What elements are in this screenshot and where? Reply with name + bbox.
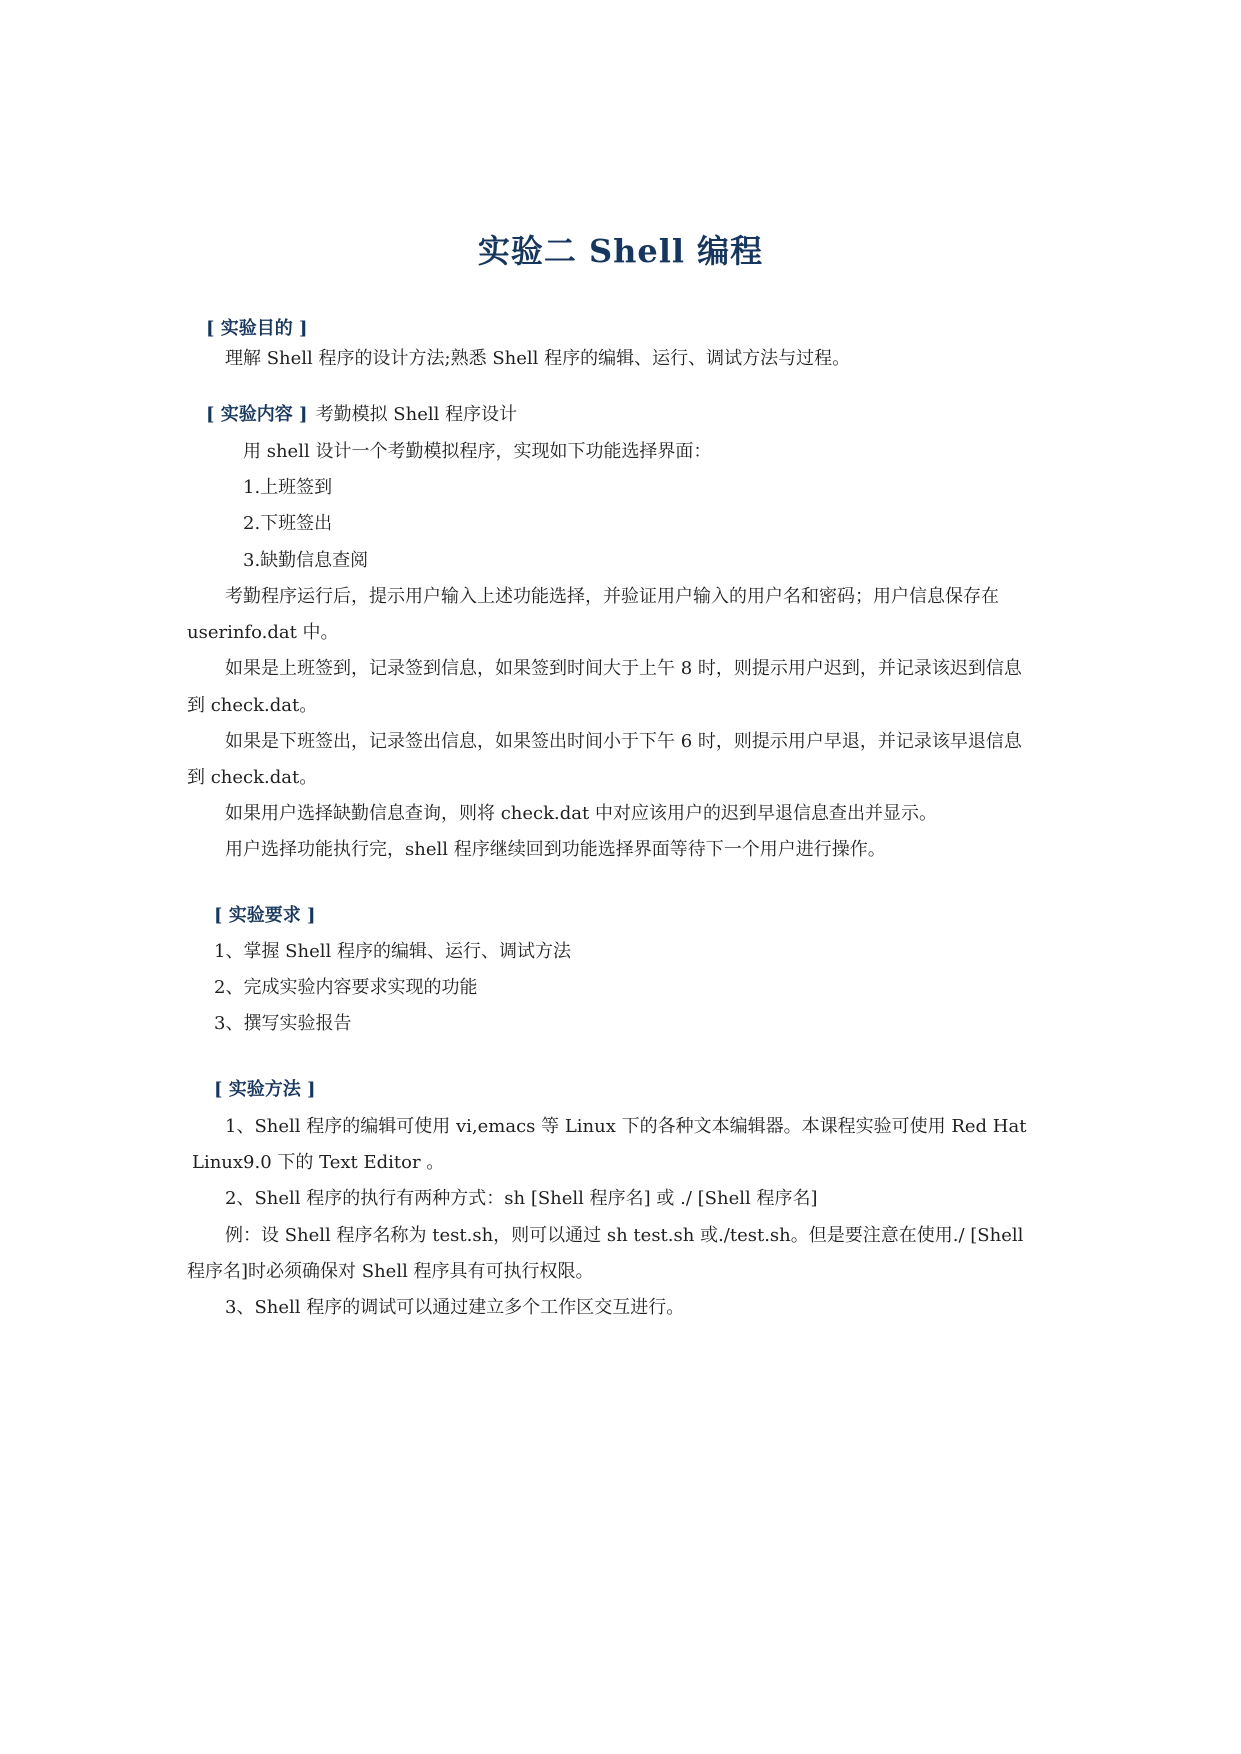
content-heading-row xyxy=(206,403,517,427)
paragraph-line: 考勤程序运行后，提示用户输入上述功能选择，并验证用户输入的用户名和密码；用户信息保存在 xyxy=(225,586,999,607)
method-line: 程序名]时必须确保对 Shell 程序具有可执行权限。 xyxy=(187,1261,594,1282)
paragraph-line: 用户选择功能执行完，shell 程序继续回到功能选择界面等待下一个用户进行操作。 xyxy=(225,839,886,860)
menu-item: 3.缺勤信息查阅 xyxy=(243,550,369,571)
paragraph-line: userinfo.dat 中。 xyxy=(187,622,339,643)
requirements-heading: [ 实验要求 ] xyxy=(214,905,316,926)
content-subtitle: 考勤模拟 Shell 程序设计 xyxy=(315,404,518,425)
paragraph-line: 如果用户选择缺勤信息查询，则将 check.dat 中对应该用户的迟到早退信息查出并显示。 xyxy=(225,803,937,824)
paragraph-line: 如果是上班签到，记录签到信息，如果签到时间大于上午 8 时，则提示用户迟到，并记录该迟到信息 xyxy=(225,658,1022,679)
method-line: 2、Shell 程序的执行有两种方式：sh [Shell 程序名] 或 ./ [Shell 程序名] xyxy=(225,1188,818,1209)
requirement-item: 1、掌握 Shell 程序的编辑、运行、调试方法 xyxy=(214,941,571,962)
purpose-heading: [ 实验目的 ] xyxy=(206,318,308,339)
purpose-text: 理解 Shell 程序的设计方法;熟悉 Shell 程序的编辑、运行、调试方法与过程。 xyxy=(225,348,851,369)
paragraph-line: 到 check.dat。 xyxy=(187,767,318,788)
menu-item: 2.下班签出 xyxy=(243,513,333,534)
requirement-item: 3、撰写实验报告 xyxy=(214,1013,352,1034)
method-line: 1、Shell 程序的编辑可使用 vi,emacs 等 Linux 下的各种文本编辑器。本课程实验可使用 Red Hat xyxy=(225,1116,1027,1137)
paragraph-line: 到 check.dat。 xyxy=(187,695,318,716)
method-line: 例：设 Shell 程序名称为 test.sh，则可以通过 sh test.sh 或./test.sh。但是要注意在使用./ [Shell xyxy=(225,1225,1024,1246)
paragraph-line: 如果是下班签出，记录签出信息，如果签出时间小于下午 6 时，则提示用户早退，并记录该早退信息 xyxy=(225,731,1022,752)
requirement-item: 2、完成实验内容要求实现的功能 xyxy=(214,977,478,998)
method-line: Linux9.0 下的 Text Editor 。 xyxy=(192,1152,445,1173)
document-title: 实验二 Shell 编程 xyxy=(477,232,764,270)
methods-heading: [ 实验方法 ] xyxy=(214,1079,316,1100)
content-heading: [ 实验内容 ] xyxy=(206,404,308,425)
menu-item: 1.上班签到 xyxy=(243,477,333,498)
content-intro: 用 shell 设计一个考勤模拟程序，实现如下功能选择界面： xyxy=(243,441,712,462)
method-line: 3、Shell 程序的调试可以通过建立多个工作区交互进行。 xyxy=(225,1297,685,1318)
